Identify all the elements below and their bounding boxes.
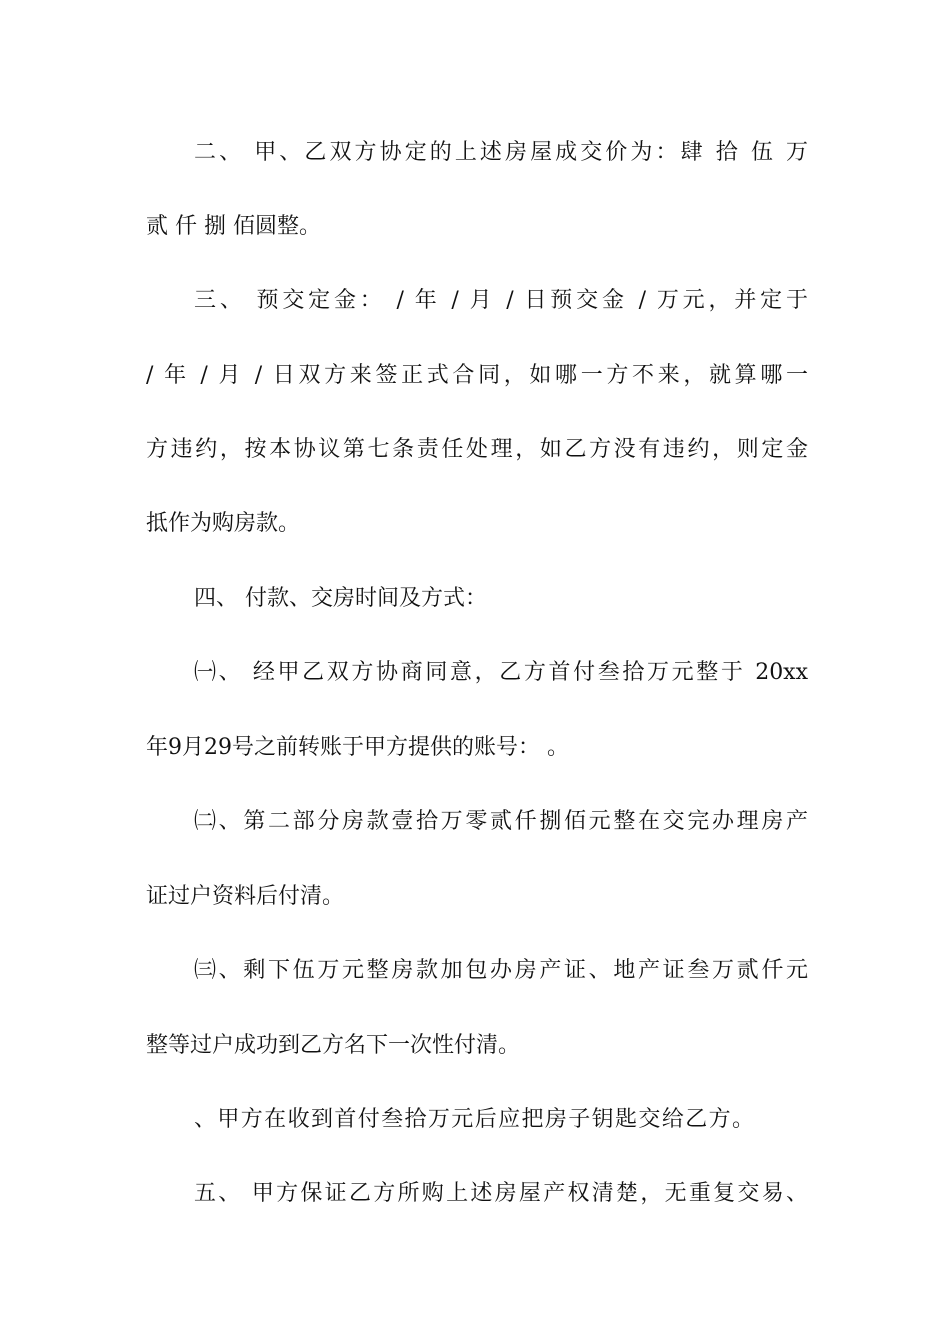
clause-three-line-4: 抵作为购房款。 xyxy=(146,511,301,536)
payment-item-1-line-2: 年9月29号之前转账于甲方提供的账号： 。 xyxy=(146,735,569,760)
key-handover-line: 、甲方在收到首付叁拾万元后应把房子钥匙交给乙方。 xyxy=(194,1107,754,1132)
clause-four-heading: 四、 付款、交房时间及方式： xyxy=(194,586,487,611)
payment-item-1-line-1: ㈠、 经甲乙双方协商同意，乙方首付叁拾万元整于 20xx xyxy=(194,660,808,685)
clause-five-line-1: 五、 甲方保证乙方所购上述房屋产权清楚，无重复交易、 xyxy=(194,1181,808,1206)
payment-item-2-line-1: ㈡、第二部分房款壹拾万零贰仟捌佰元整在交完办理房产 xyxy=(194,809,808,834)
clause-two-line-2: 贰 仟 捌 佰圆整。 xyxy=(146,214,321,239)
payment-item-3-line-1: ㈢、剩下伍万元整房款加包办房产证、地产证叁万贰仟元 xyxy=(194,958,808,983)
payment-item-3-line-2: 整等过户成功到乙方名下一次性付清。 xyxy=(146,1033,521,1058)
clause-three-line-1: 三、 预交定金： / 年 / 月 / 日预交金 / 万元，并定于 xyxy=(194,288,808,313)
clause-two-line-1: 二、 甲、乙双方协定的上述房屋成交价为：肆 拾 伍 万 xyxy=(194,140,808,165)
clause-three-line-3: 方违约，按本协议第七条责任处理，如乙方没有违约，则定金 xyxy=(146,437,808,462)
payment-item-2-line-2: 证过户资料后付清。 xyxy=(146,884,345,909)
clause-three-line-2: / 年 / 月 / 日双方来签正式合同，如哪一方不来，就算哪一 xyxy=(146,363,808,388)
